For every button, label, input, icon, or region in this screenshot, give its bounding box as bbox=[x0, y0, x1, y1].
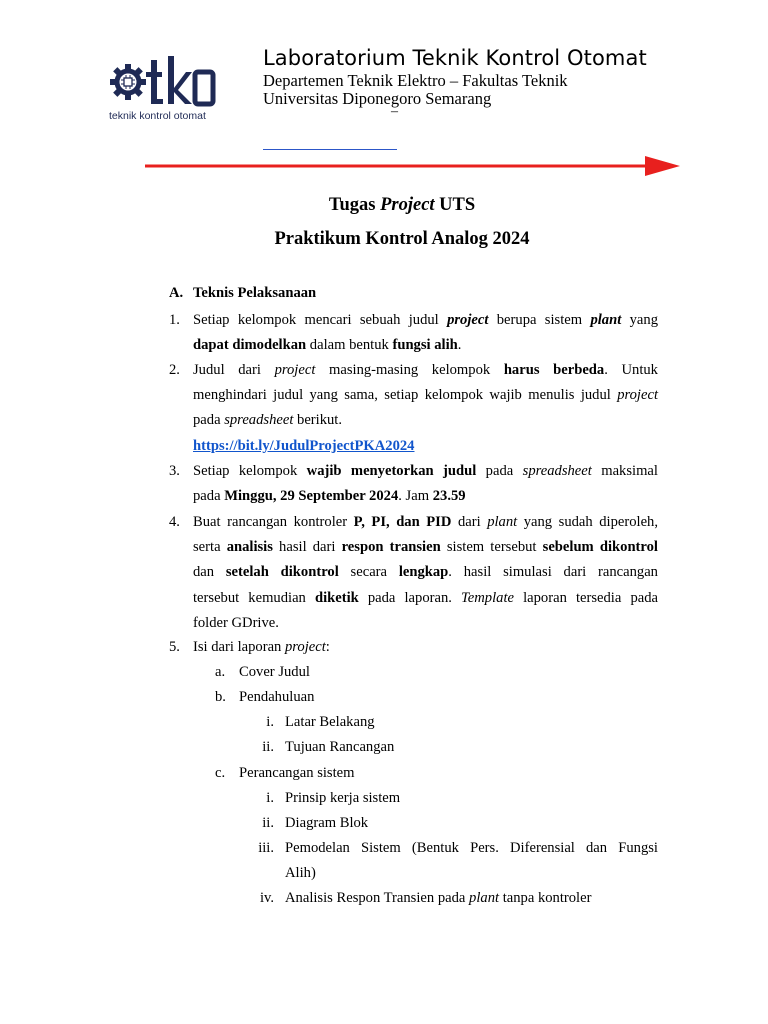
title-post: UTS bbox=[434, 195, 476, 215]
outline-text-b: plant bbox=[469, 890, 500, 906]
item3-text-c: pada bbox=[476, 463, 523, 479]
item3-text-h: . Jam bbox=[398, 488, 433, 505]
item-number: 5. bbox=[169, 639, 180, 655]
item-number: 2. bbox=[169, 362, 180, 378]
item1-text-c: berupa sistem bbox=[488, 312, 591, 328]
item4-text-e: yang sudah diperoleh, bbox=[517, 514, 658, 530]
outline-marker: ii. bbox=[262, 739, 274, 755]
item4-text-b: P, PI, dan PID bbox=[353, 514, 452, 530]
item4-text-c: dari bbox=[451, 514, 488, 530]
header-dash: – bbox=[391, 104, 398, 119]
list-item-4 bbox=[169, 510, 658, 636]
list-item-1 bbox=[169, 308, 658, 358]
item1-text-i: . bbox=[457, 337, 462, 354]
outline-marker: i. bbox=[266, 714, 274, 730]
item4-text-d: plant bbox=[487, 514, 518, 530]
item5-text-c: : bbox=[325, 639, 330, 655]
item4-text-a: Buat rancangan kontroler bbox=[193, 514, 354, 530]
item2-text-g: project bbox=[617, 387, 658, 404]
outline-marker: ii. bbox=[262, 815, 274, 831]
item5-text-b: project bbox=[285, 639, 326, 655]
item4-text-u: laporan tersedia pada bbox=[514, 589, 658, 606]
outline-marker: a. bbox=[215, 664, 226, 680]
lab-title: Laboratorium Teknik Kontrol Otomat bbox=[263, 46, 647, 70]
item4-text-o: lengkap bbox=[398, 564, 449, 581]
outline-text: Tujuan Rancangan bbox=[285, 739, 395, 755]
outline-text-a: Analisis Respon Transien pada bbox=[285, 890, 470, 906]
item3-text-e: maksimal bbox=[591, 463, 658, 479]
doc-title-line2: Praktikum Kontrol Analog 2024 bbox=[274, 229, 530, 249]
section-heading bbox=[169, 285, 316, 302]
item4-text-q: tersebut kemudian bbox=[193, 589, 315, 606]
gear-chip-icon bbox=[108, 54, 218, 110]
outline-text: Perancangan sistem bbox=[239, 765, 355, 781]
title-italic: Project bbox=[380, 195, 435, 215]
spreadsheet-link[interactable]: https://bit.ly/JudulProjectPKA2024 bbox=[193, 437, 415, 454]
outline-text: Diagram Blok bbox=[285, 815, 369, 831]
item1-text-h: fungsi alih bbox=[392, 337, 458, 354]
outline-marker: iv. bbox=[259, 890, 274, 906]
item4-text-m: setelah dikontrol bbox=[225, 564, 339, 581]
item4-text-p: . hasil simulasi dari rancangan bbox=[448, 564, 658, 581]
university-line: Universitas Diponegoro Semarang bbox=[263, 89, 492, 108]
outline-text-c: tanpa kontroler bbox=[499, 890, 592, 906]
list-item-2 bbox=[169, 358, 658, 459]
item-number: 1. bbox=[169, 312, 180, 328]
item1-text-e: yang bbox=[621, 312, 658, 328]
outline-marker: b. bbox=[215, 689, 226, 705]
item1-text-g: dalam bentuk bbox=[306, 337, 393, 354]
section-letter: A. bbox=[169, 285, 184, 301]
outline-text: Cover Judul bbox=[239, 664, 310, 680]
outline-text: Latar Belakang bbox=[285, 714, 375, 730]
item2-text-i: spreadsheet bbox=[224, 412, 294, 429]
outline-text: Prinsip kerja sistem bbox=[285, 790, 401, 806]
title-pre: Tugas bbox=[328, 195, 381, 215]
item4-text-i: respon transien bbox=[341, 539, 441, 556]
outline-item-a bbox=[215, 660, 310, 685]
item4-text-g: analisis bbox=[226, 539, 273, 556]
item4-text-h: hasil dari bbox=[272, 539, 342, 556]
item4-text-j: sistem tersebut bbox=[440, 539, 543, 556]
outline-marker: c. bbox=[215, 765, 226, 781]
item2-text-b: project bbox=[274, 362, 316, 378]
item4-text-n: secara bbox=[338, 564, 399, 581]
item2-text-e: . Untuk bbox=[604, 362, 658, 378]
outline-item-c3 bbox=[244, 836, 658, 886]
logo-caption: teknik kontrol otomat bbox=[109, 110, 206, 122]
item3-text-b: wajib menyetorkan judul bbox=[306, 463, 477, 479]
outline-text: Pemodelan Sistem (Bentuk Pers. Diferensial dan Fungsi bbox=[285, 840, 658, 856]
outline-text: Pendahuluan bbox=[239, 689, 315, 705]
item4-text-k: sebelum dikontrol bbox=[542, 539, 658, 556]
outline-item-c bbox=[215, 761, 355, 786]
item2-text-d: harus berbeda bbox=[503, 362, 605, 378]
item3-text-f: pada bbox=[193, 488, 225, 505]
item4-text-v: folder GDrive. bbox=[193, 614, 279, 631]
item1-text-f: dapat dimodelkan bbox=[193, 337, 307, 354]
item-number: 3. bbox=[169, 463, 180, 479]
list-item-5 bbox=[169, 635, 658, 660]
item3-text-g: Minggu, 29 September 2024 bbox=[224, 488, 399, 505]
item1-text-b: project bbox=[447, 312, 489, 328]
item1-text-d: plant bbox=[590, 312, 622, 328]
item4-text-f: serta bbox=[193, 539, 227, 556]
item2-text-f: menghindari judul yang sama, setiap kelompok wajib menulis judul bbox=[193, 387, 618, 404]
list-item-3 bbox=[169, 459, 658, 509]
doc-title-line1 bbox=[18, 195, 768, 216]
department-line: Departemen Teknik Elektro – Fakultas Teknik bbox=[263, 71, 568, 90]
item2-text-c: masing-masing kelompok bbox=[315, 362, 504, 378]
header-link-rule bbox=[263, 149, 397, 150]
outline-marker: iii. bbox=[258, 840, 274, 856]
item5-text-a: Isi dari laporan bbox=[193, 639, 285, 655]
item1-text-a: Setiap kelompok mencari sebuah judul bbox=[193, 312, 448, 328]
item2-text-a: Judul dari bbox=[193, 362, 275, 378]
item3-text-i: 23.59 bbox=[432, 488, 466, 505]
red-arrow-divider bbox=[145, 154, 685, 180]
outline-item-b bbox=[215, 685, 315, 710]
item4-text-l: dan bbox=[193, 564, 226, 581]
outline-text-cont: Alih) bbox=[285, 865, 316, 882]
item4-text-r: diketik bbox=[314, 589, 359, 606]
section-title: Teknis Pelaksanaan bbox=[193, 285, 317, 301]
item4-text-s: pada laporan. bbox=[358, 589, 462, 606]
item2-text-j: berikut. bbox=[293, 412, 343, 429]
outline-marker: i. bbox=[266, 790, 274, 806]
item3-text-d: spreadsheet bbox=[522, 463, 592, 479]
item2-text-h: pada bbox=[193, 412, 225, 429]
item4-text-t: Template bbox=[461, 589, 514, 606]
item3-text-a: Setiap kelompok bbox=[193, 463, 307, 479]
item-number: 4. bbox=[169, 514, 180, 530]
